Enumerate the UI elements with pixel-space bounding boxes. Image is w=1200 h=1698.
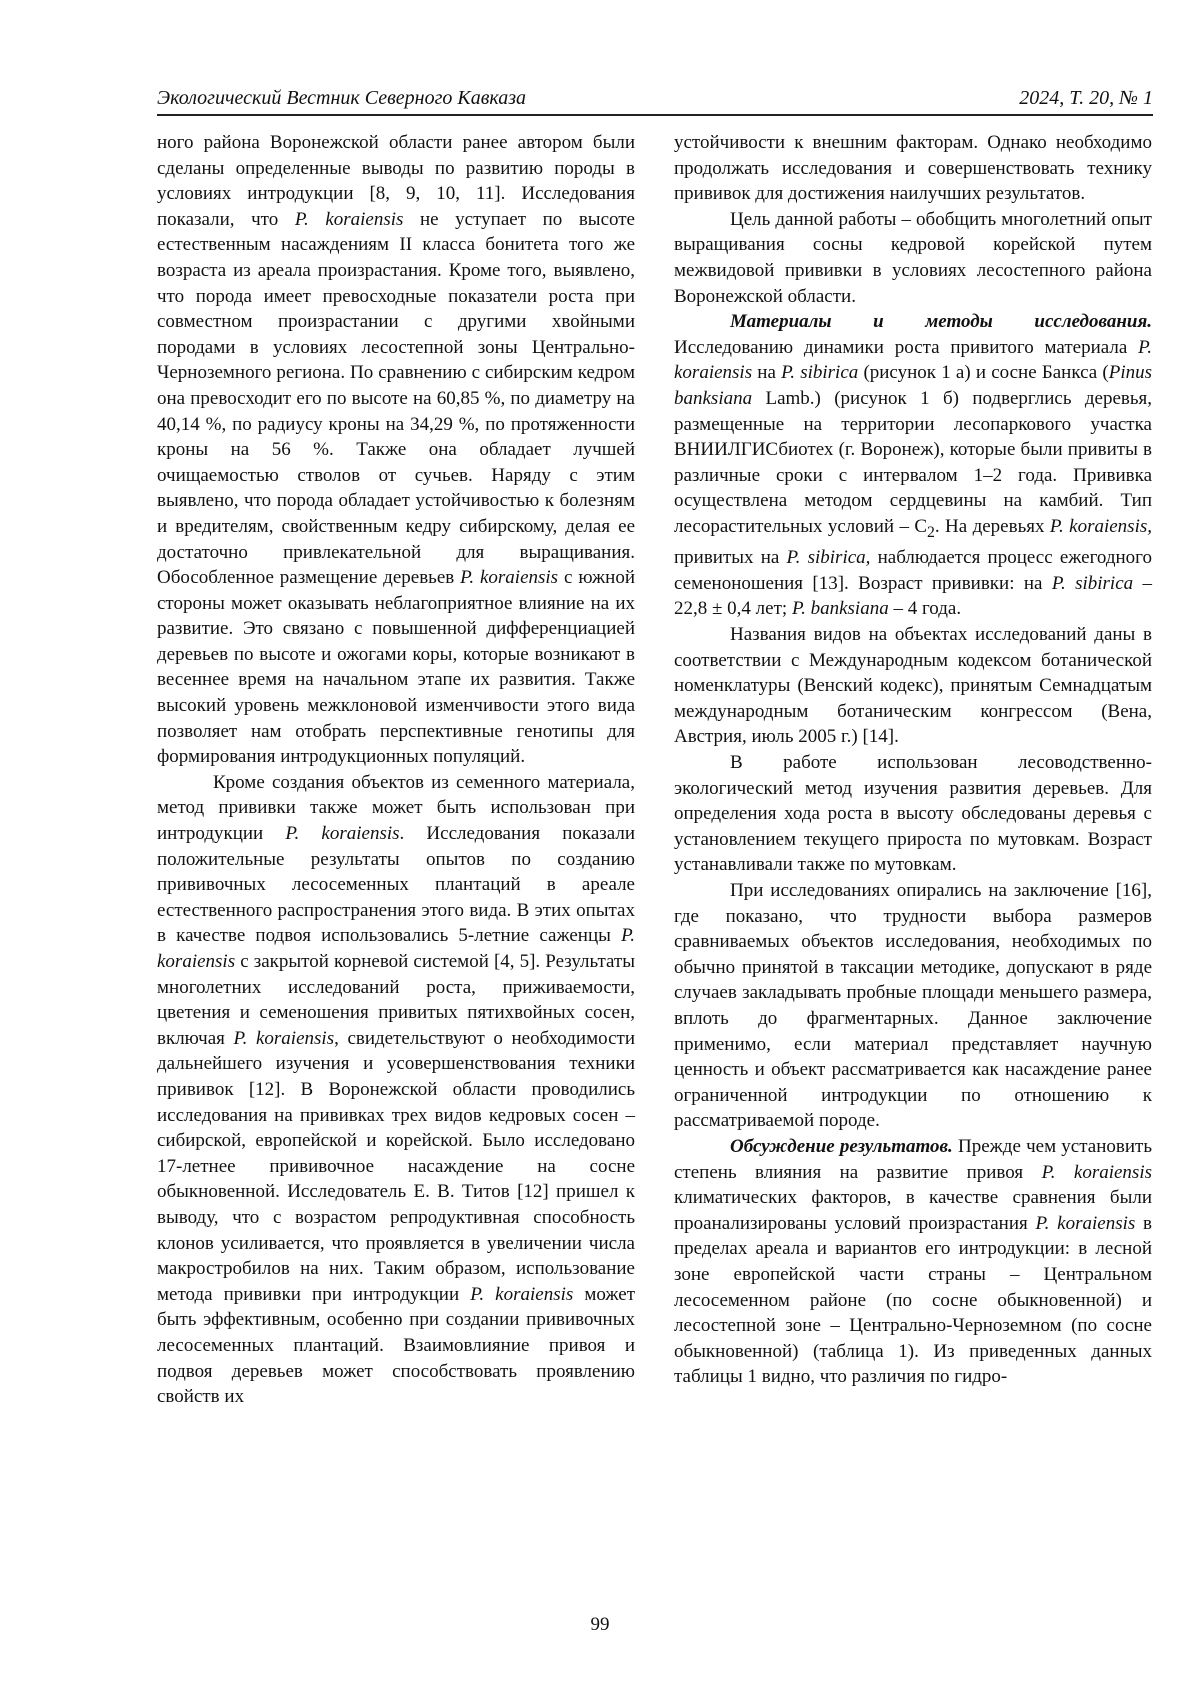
paragraph — [157, 770, 635, 1410]
page-number: 99 — [590, 1614, 610, 1635]
paragraph — [674, 207, 1152, 309]
species-name: P. sibirica — [781, 362, 859, 384]
section-materials-methods — [674, 309, 1152, 622]
text-run: климатических факторов, в качестве сравнения были проанализированы условий произрастания — [674, 1187, 1152, 1234]
journal-title: Экологический Вестник Северного Кавказа — [157, 87, 527, 109]
text-run: ного района Воронежской области ранее автором были сделаны определенные выводы по развитию породы в условиях интродукции [8, 9, 10, 11]. Исследования показали, что — [157, 132, 635, 230]
left-column — [157, 130, 635, 1410]
text-run: Прежде чем установить степень влияния на развитие привоя — [674, 1135, 1152, 1183]
species-name: P. koraiensis — [1035, 1212, 1136, 1234]
text-run: привитых на — [674, 547, 787, 569]
text-run: Исследованию динамики роста привитого материала — [674, 336, 1139, 358]
paragraph — [674, 130, 1152, 207]
species-name: P. koraiensis — [674, 336, 1152, 384]
text-run: При исследованиях опирались на заключение [16], где показано, что трудности выбора размеров сравниваемых объектов исследования, необходимых по обычно принятой в таксации методике, допускают в ряде случаев закладывать пробные площади меньшего размера, вплоть до фрагментарных. Данное заключение применимо, если материал представляет научную ценность и объект рассматривается как насаждение ранее ограниченной интродукции по отношению к рассматриваемой породе. — [674, 880, 1152, 1132]
species-name: P. sibirica, — [786, 547, 871, 569]
text-run: может быть эффективным, особенно при создании прививочных лесосеменных плантаций. Взаимовлияние привоя и подвоя деревьев может способствовать проявлению свойств их — [157, 1283, 636, 1408]
section-heading: Обсуждение результатов. — [730, 1135, 953, 1157]
text-run: . Исследования показали положительные результаты опытов по созданию прививочных лесосеменных плантаций в ареале естественного распространения этого вида. В этих опытах в качестве подвоя использовались 5-летние саженцы — [157, 823, 636, 947]
text-run: с закрытой корневой системой [4, 5]. Результаты многолетних исследований роста, приживаемости, цветения и семеношения привитых пятихвойных сосен, включая — [157, 951, 635, 1049]
paragraph — [157, 130, 635, 770]
species-name: Pinus banksiana — [674, 362, 1152, 409]
text-run: с южной стороны может оказывать неблагоприятное влияние на их развитие. Это связано с повышенной дифференциацией деревьев по высоте и ожогами коры, которые возникают в весеннее время на начальном этапе их развития. Также высокий уровень межклоновой изменчивости этого вида позволяет нам отобрать перспективные генотипы для формирования интродукционных популяций. — [157, 567, 636, 768]
species-name: P. koraiensis — [157, 925, 635, 972]
text-run: Названия видов на объектах исследований даны в соответствии с Международным кодексом ботанической номенклатуры (Венский кодекс), принятым Семнадцатым международным ботаническим конгрессом (Вена, Австрия, июль 2005 г.) [14]. — [674, 624, 1152, 748]
species-name: P. koraiensis — [470, 1283, 574, 1305]
running-header — [157, 86, 1153, 116]
text-run: устойчивости к внешним факторам. Однако необходимо продолжать исследования и совершенствовать технику прививок для достижения наилучших результатов. — [674, 132, 1152, 205]
text-run: . На деревьях — [934, 515, 1050, 537]
issue-info: 2024, Т. 20, № 1 — [1019, 87, 1153, 109]
section-heading: Материалы и методы исследования. — [730, 311, 1152, 333]
text-run: Кроме создания объектов из семенного материала, метод прививки также может быть использован при интродукции — [157, 771, 635, 845]
text-run: , свидетельствуют о необходимости дальнейшего изучения и усовершенствования техники прививок [12]. В Воронежской области проводились исследования на прививках трех видов кедровых сосен – сибирской, европейской и корейской. Было исследовано 17-летнее прививочное насаждение на сосне обыкновенной. Исследователь Е. В. Титов [12] пришел к выводу, что с возрастом репродуктивная способность клонов усиливается, что проявляется в увеличении числа макростробилов на них. Таким образом, использование метода прививки при интродукции — [157, 1027, 635, 1305]
text-run: наблюдается процесс ежегодного семеноношения [13]. Возраст прививки: на — [674, 547, 1152, 594]
paragraph — [674, 878, 1152, 1134]
right-column — [674, 130, 1152, 1390]
species-name: P. koraiensis — [460, 567, 559, 589]
text-run: – 22,8 ± 0,4 лет; — [674, 572, 1152, 620]
species-name: P. koraiensis — [285, 823, 400, 845]
text-run: Цель данной работы – обобщить многолетний опыт выращивания сосны кедровой корейской путем межвидовой прививки в условиях лесостепного района Воронежской области. — [674, 208, 1152, 307]
paragraph — [674, 622, 1152, 750]
text-run: В работе использован лесоводственно-экологический метод изучения развития деревьев. Для определения хода роста в высоту обследованы деревья с установлением текущего прироста по мутовкам. Возраст устанавливали также по мутовкам. — [674, 752, 1152, 876]
text-run: на — [752, 362, 782, 384]
subscript: 2 — [927, 523, 935, 541]
species-name: P. sibirica — [1051, 572, 1134, 594]
text-run: (рисунок 1 а) и сосне Банкса ( — [858, 362, 1109, 384]
species-name: P. koraiensis — [294, 208, 404, 230]
text-run: – 4 года. — [888, 598, 962, 620]
text-run: в пределах ареала и вариантов его интродукции: в лесной зоне европейской части страны – Центральном лесосеменном районе (по сосне обыкновенной) и лесостепной зоне – Центрально-Черноземном (по сосне обыкновенной) (таблица 1). Из приведенных данных таблицы 1 видно, что различия по гидро- — [674, 1212, 1152, 1388]
species-name: P. koraiensis — [1041, 1161, 1152, 1183]
section-discussion — [674, 1134, 1152, 1390]
text-run: Lamb.) (рисунок 1 б) подверглись деревья, размещенные на территории лесопаркового участка ВНИИЛГИСбиотех (г. Воронеж), которые были привиты в различные сроки с интервалом 1–2 года. Прививка осуществлена методом сердцевины на камбий. Тип лесорастительных условий – С — [674, 387, 1152, 537]
species-name: P. koraiensis, — [1049, 515, 1152, 537]
paragraph — [674, 750, 1152, 878]
text-run: не уступает по высоте естественным насаждениям II класса бонитета того же возраста из ареала произрастания. Кроме того, выявлено, что порода имеет превосходные показатели роста при совместном произрастании с другими хвойными породами в условиях лесостепной зоны Центрально-Черноземного региона. По сравнению с сибирским кедром она превосходит его по высоте на 60,85 %, по диаметру на 40,14 %, по радиусу кроны на 34,29 %, по протяженности кроны на 56 %. Также она обладает лучшей очищаемостью стволов от сучьев. Наряду с этим выявлено, что порода обладает устойчивостью к болезням и вредителям, свойственным кедру сибирскому, делая ее достаточно привлекательной для выращивания. Обособленное размещение деревьев — [157, 208, 635, 589]
species-name: P. banksiana — [791, 598, 889, 620]
species-name: P. koraiensis — [233, 1027, 335, 1049]
